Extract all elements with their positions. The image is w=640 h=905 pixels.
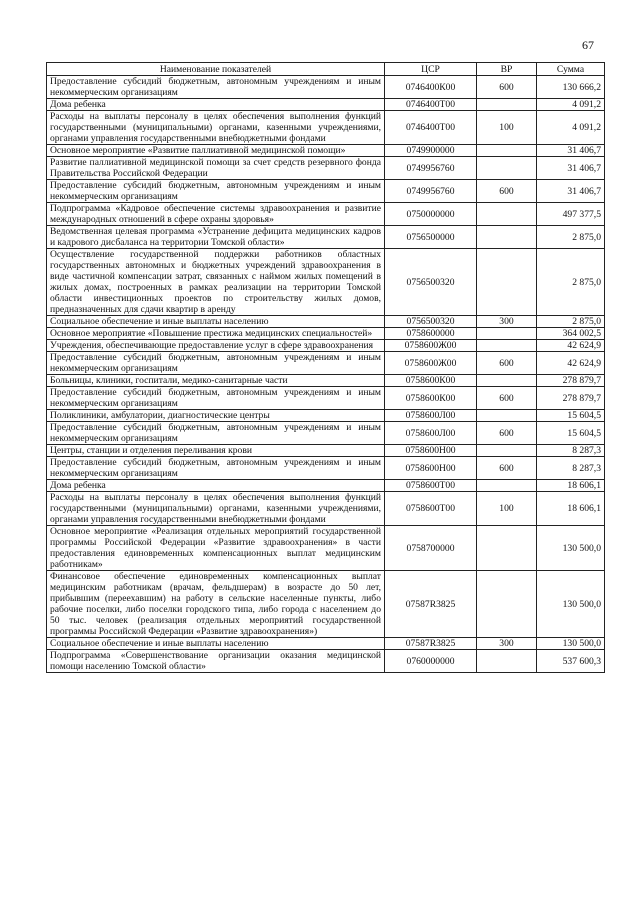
cell-sum: 42 624,9 [537,352,605,375]
cell-sum: 130 500,0 [537,571,605,638]
cell-name: Больницы, клиники, госпитали, медико-санитарные части [47,375,385,387]
cell-code: 0758600К00 [385,387,477,410]
cell-name: Учреждения, обеспечивающие предоставление услуг в сфере здравоохранения [47,340,385,352]
table-row [47,145,605,157]
table-row [47,387,605,410]
cell-code: 07587R3825 [385,571,477,638]
table-row [47,410,605,422]
cell-vr [477,157,537,180]
cell-sum: 130 500,0 [537,526,605,571]
cell-sum: 2 875,0 [537,226,605,249]
table-row [47,328,605,340]
cell-code: 0746400Т00 [385,99,477,111]
cell-vr: 600 [477,76,537,99]
header-sum: Сумма [537,63,605,76]
cell-sum: 130 500,0 [537,638,605,650]
table-row [47,111,605,145]
table-row [47,457,605,480]
cell-vr: 600 [477,422,537,445]
cell-code: 0758600Ж00 [385,352,477,375]
table-row [47,422,605,445]
table-row [47,76,605,99]
cell-vr [477,445,537,457]
table-header-row [47,63,605,76]
table-row [47,99,605,111]
cell-vr [477,526,537,571]
table-row [47,526,605,571]
cell-name: Предоставление субсидий бюджетным, автономным учреждениям и иным некоммерческим организациям [47,422,385,445]
cell-vr [477,226,537,249]
cell-name: Социальное обеспечение и иные выплаты населению [47,638,385,650]
cell-name: Основное мероприятие «Повышение престижа медицинских специальностей» [47,328,385,340]
cell-sum: 2 875,0 [537,316,605,328]
table-row [47,249,605,316]
table-row [47,340,605,352]
cell-sum: 4 091,2 [537,111,605,145]
cell-code: 0758600Ж00 [385,340,477,352]
cell-name: Предоставление субсидий бюджетным, автономным учреждениям и иным некоммерческим организациям [47,387,385,410]
header-name: Наименование показателей [47,63,385,76]
cell-sum: 537 600,3 [537,650,605,673]
cell-code: 0758600Т00 [385,492,477,526]
table-row [47,226,605,249]
cell-name: Осуществление государственной поддержки работников областных государственных автономных и бюджетных учреждений здравоохранения в виде частичной компенсации затрат, связанных с наймом жилых помещений в жилых домах, построенных в рамках реализации на территории Томской области инвестиционных проектов по строительству жилых домов, предназначенных для сдачи квартир в аренду [47,249,385,316]
cell-name: Основное мероприятие «Развитие паллиативной медицинской помощи» [47,145,385,157]
cell-sum: 31 406,7 [537,157,605,180]
cell-name: Предоставление субсидий бюджетным, автономным учреждениям и иным некоммерческим организациям [47,457,385,480]
table-row [47,445,605,457]
cell-sum: 15 604,5 [537,422,605,445]
cell-name: Поликлиники, амбулатории, диагностические центры [47,410,385,422]
cell-code: 0758600К00 [385,375,477,387]
page-number: 67 [582,38,594,52]
cell-code: 0756500000 [385,226,477,249]
cell-sum: 130 666,2 [537,76,605,99]
cell-sum: 8 287,3 [537,445,605,457]
cell-name: Ведомственная целевая программа «Устранение дефицита медицинских кадров и кадрового дисбаланса на территории Томской области» [47,226,385,249]
cell-name: Центры, станции и отделения переливания крови [47,445,385,457]
cell-vr [477,410,537,422]
cell-vr [477,571,537,638]
cell-code: 0758700000 [385,526,477,571]
cell-name: Расходы на выплаты персоналу в целях обеспечения выполнения функций государственными (муниципальными) органами, казенными учреждениями, органами управления государственными внебюджетными фондами [47,111,385,145]
cell-code: 0758600Л00 [385,410,477,422]
table-row [47,180,605,203]
cell-name: Основное мероприятие «Реализация отдельных мероприятий государственной программы Российской Федерации «Развитие здравоохранения» в части предоставления единовременных компенсационных выплат медицинским работникам» [47,526,385,571]
cell-vr [477,99,537,111]
cell-sum: 497 377,5 [537,203,605,226]
cell-code: 0758600Л00 [385,422,477,445]
cell-code: 0746400Т00 [385,111,477,145]
cell-name: Дома ребенка [47,480,385,492]
header-vr: ВР [477,63,537,76]
table-row [47,638,605,650]
cell-code: 0758600000 [385,328,477,340]
cell-vr: 100 [477,492,537,526]
cell-name: Расходы на выплаты персоналу в целях обеспечения выполнения функций государственными (муниципальными) органами, казенными учреждениями, органами управления государственными внебюджетными фондами [47,492,385,526]
cell-name: Дома ребенка [47,99,385,111]
cell-code: 0749956760 [385,180,477,203]
cell-name: Развитие паллиативной медицинской помощи за счет средств резервного фонда Правительства Российской Федерации [47,157,385,180]
cell-vr: 600 [477,387,537,410]
cell-code: 0760000000 [385,650,477,673]
table-row [47,375,605,387]
cell-vr: 600 [477,180,537,203]
cell-sum: 278 879,7 [537,375,605,387]
cell-vr: 300 [477,638,537,650]
cell-sum: 18 606,1 [537,480,605,492]
cell-vr: 100 [477,111,537,145]
cell-vr [477,203,537,226]
cell-code: 0750000000 [385,203,477,226]
cell-code: 07587R3825 [385,638,477,650]
cell-name: Предоставление субсидий бюджетным, автономным учреждениям и иным некоммерческим организациям [47,76,385,99]
cell-vr [477,328,537,340]
cell-vr [477,480,537,492]
table-row [47,571,605,638]
cell-sum: 31 406,7 [537,145,605,157]
cell-sum: 15 604,5 [537,410,605,422]
header-code: ЦСР [385,63,477,76]
table-row [47,492,605,526]
table-row [47,650,605,673]
budget-table [46,62,605,673]
cell-sum: 364 002,5 [537,328,605,340]
cell-vr: 300 [477,316,537,328]
cell-sum: 42 624,9 [537,340,605,352]
cell-code: 0756500320 [385,316,477,328]
table-row [47,203,605,226]
cell-code: 0749956760 [385,157,477,180]
cell-code: 0756500320 [385,249,477,316]
cell-vr: 600 [477,457,537,480]
cell-sum: 278 879,7 [537,387,605,410]
cell-code: 0758600Н00 [385,457,477,480]
cell-sum: 31 406,7 [537,180,605,203]
cell-vr [477,340,537,352]
cell-vr [477,249,537,316]
cell-name: Финансовое обеспечение единовременных компенсационных выплат медицинским работникам (врачам, фельдшерам) в возрасте до 50 лет, прибывшим (переехавшим) на работу в сельские населенные пункты, либо рабочие поселки, либо поселки городского типа, либо города с населением до 50 тыс. человек (реализация отдельных мероприятий государственной программы Российской Федерации «Развитие здравоохранения») [47,571,385,638]
cell-sum: 2 875,0 [537,249,605,316]
cell-sum: 8 287,3 [537,457,605,480]
cell-code: 0746400К00 [385,76,477,99]
table-row [47,352,605,375]
cell-code: 0749900000 [385,145,477,157]
cell-code: 0758600Н00 [385,445,477,457]
cell-name: Подпрограмма «Кадровое обеспечение системы здравоохранения и развитие международных отношений в сфере охраны здоровья» [47,203,385,226]
table-row [47,316,605,328]
cell-vr [477,145,537,157]
cell-code: 0758600Т00 [385,480,477,492]
cell-name: Предоставление субсидий бюджетным, автономным учреждениям и иным некоммерческим организациям [47,352,385,375]
cell-name: Социальное обеспечение и иные выплаты населению [47,316,385,328]
cell-vr: 600 [477,352,537,375]
table-row [47,480,605,492]
cell-name: Подпрограмма «Совершенствование организации оказания медицинской помощи населению Томской области» [47,650,385,673]
cell-sum: 18 606,1 [537,492,605,526]
cell-sum: 4 091,2 [537,99,605,111]
cell-name: Предоставление субсидий бюджетным, автономным учреждениям и иным некоммерческим организациям [47,180,385,203]
table-row [47,157,605,180]
cell-vr [477,375,537,387]
cell-vr [477,650,537,673]
